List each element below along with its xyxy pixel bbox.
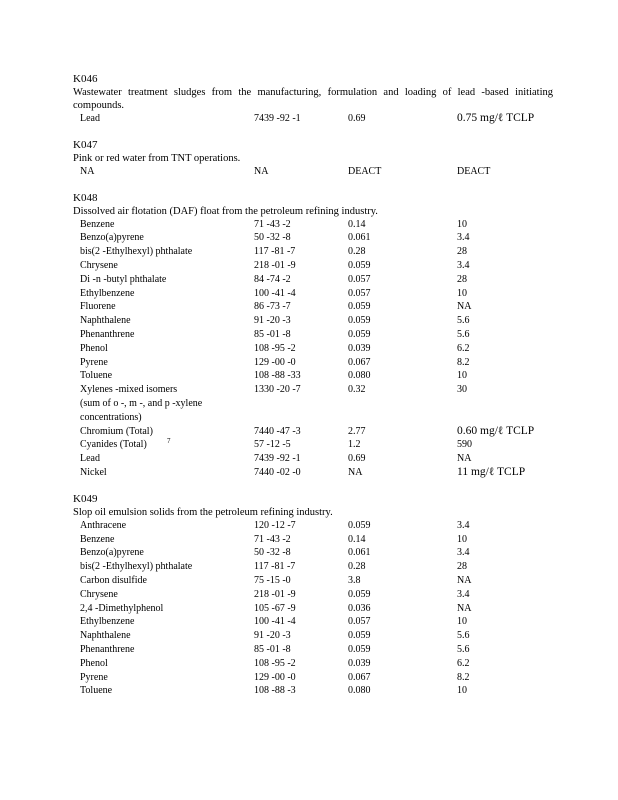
- wastewater-standard: 0.061: [348, 232, 371, 244]
- wastewater-standard: 0.14: [348, 218, 366, 230]
- nonwastewater-standard: 5.6: [457, 315, 470, 327]
- nonwastewater-standard: 10: [457, 685, 467, 697]
- table-row: [73, 165, 553, 179]
- nonwastewater-standard: 5.6: [457, 630, 470, 642]
- cas-number: 50 -32 -8: [254, 232, 291, 244]
- cas-number: 91 -20 -3: [254, 315, 291, 327]
- wastewater-standard: 0.059: [348, 301, 371, 313]
- constituent-name: Phenol: [80, 657, 108, 669]
- table-row: [73, 671, 553, 685]
- wastewater-standard: 0.059: [348, 630, 371, 642]
- table-row: [73, 533, 553, 547]
- constituent-name: Di -n -butyl phthalate: [80, 273, 167, 285]
- wastewater-standard: 0.69: [348, 113, 366, 124]
- table-row: [73, 629, 553, 643]
- table-row: [73, 383, 553, 397]
- constituent-name: Benzo(a)pyrene: [80, 547, 144, 559]
- waste-code: K049: [73, 492, 98, 505]
- wastewater-standard: 0.057: [348, 287, 371, 299]
- constituent-name: Naphthalene: [80, 630, 131, 642]
- table-row: [73, 574, 553, 588]
- cas-number: 85 -01 -8: [254, 328, 291, 340]
- waste-description: Dissolved air flotation (DAF) float from the petroleum refining industry.: [73, 205, 378, 217]
- wastewater-standard: 0.14: [348, 533, 366, 545]
- constituent-name: Xylenes -mixed isomers: [80, 384, 178, 396]
- wastewater-standard: 0.036: [348, 602, 371, 614]
- constituent-name: Pyrene: [80, 356, 108, 368]
- wastewater-standard: 0.28: [348, 561, 366, 573]
- table-row: [73, 643, 553, 657]
- table-row: [73, 411, 553, 425]
- nonwastewater-standard: 5.6: [457, 328, 470, 340]
- nonwastewater-standard: 30: [457, 384, 467, 396]
- nonwastewater-standard: 10: [457, 370, 467, 382]
- cas-number: 7439 -92 -1: [254, 113, 301, 124]
- table-row: [73, 314, 553, 328]
- constituent-name: Anthracene: [80, 519, 127, 531]
- table-row: [73, 328, 553, 342]
- nonwastewater-standard: 6.2: [457, 342, 470, 354]
- wastewater-standard: 0.059: [348, 588, 371, 600]
- nonwastewater-standard: 8.2: [457, 671, 470, 683]
- cas-number: 71 -43 -2: [254, 533, 291, 545]
- cas-number: 105 -67 -9: [254, 602, 296, 614]
- table-row: [73, 560, 553, 574]
- table-row: [73, 356, 553, 370]
- table-row: [73, 452, 553, 466]
- cas-number: 75 -15 -0: [254, 574, 291, 586]
- document-page: [73, 72, 553, 698]
- cas-number: 129 -00 -0: [254, 356, 296, 368]
- cas-number: 218 -01 -9: [254, 588, 296, 600]
- cas-number: 129 -00 -0: [254, 671, 296, 683]
- table-row: [73, 259, 553, 273]
- cas-number: 71 -43 -2: [254, 218, 291, 230]
- waste-description: Wastewater treatment sludges from the manufacturing, formulation and loading of lead -based initiating compounds.: [73, 87, 553, 111]
- wastewater-standard: 0.061: [348, 547, 371, 559]
- constituent-name: Chromium (Total): [80, 425, 153, 437]
- nonwastewater-standard: 0.75 mg/ℓ TCLP: [457, 112, 535, 124]
- table-row: [73, 218, 553, 232]
- constituent-name: Lead: [80, 113, 100, 124]
- nonwastewater-standard: 10: [457, 287, 467, 299]
- nonwastewater-standard: 28: [457, 561, 467, 573]
- wastewater-standard: DEACT: [348, 165, 382, 177]
- table-row: [73, 112, 553, 126]
- cas-number: 84 -74 -2: [254, 273, 291, 285]
- wastewater-standard: 0.28: [348, 246, 366, 258]
- wastewater-standard: 0.080: [348, 685, 371, 697]
- wastewater-standard: 0.080: [348, 370, 371, 382]
- constituent-name: Cyanides (Total): [80, 439, 147, 451]
- wastewater-standard: 0.067: [348, 671, 371, 683]
- cas-number: 218 -01 -9: [254, 259, 296, 271]
- footnote-marker: 7: [167, 437, 171, 446]
- nonwastewater-standard: NA: [457, 301, 472, 313]
- table-row: [73, 615, 553, 629]
- table-row: [73, 245, 553, 259]
- waste-section-k048: [73, 191, 553, 480]
- constituent-name: Ethylbenzene: [80, 287, 135, 299]
- cas-number: 108 -88 -3: [254, 685, 296, 697]
- nonwastewater-standard: 3.4: [457, 259, 470, 271]
- wastewater-standard: NA: [348, 466, 363, 478]
- wastewater-standard: 0.059: [348, 328, 371, 340]
- table-row: [73, 466, 553, 480]
- section-spacer: [73, 126, 553, 138]
- table-row: [73, 300, 553, 314]
- waste-description: Pink or red water from TNT operations.: [73, 152, 241, 164]
- nonwastewater-standard: 10: [457, 533, 467, 545]
- constituent-name: Phenol: [80, 342, 108, 354]
- constituent-name: Pyrene: [80, 671, 108, 683]
- cas-number: 108 -95 -2: [254, 342, 296, 354]
- table-row: [73, 657, 553, 671]
- wastewater-standard: 0.039: [348, 657, 371, 669]
- table-row: [73, 438, 553, 452]
- constituent-name: Chrysene: [80, 259, 118, 271]
- nonwastewater-standard: 3.4: [457, 547, 470, 559]
- table-row: [73, 342, 553, 356]
- cas-number: 91 -20 -3: [254, 630, 291, 642]
- constituent-name: Benzene: [80, 533, 115, 545]
- wastewater-standard: 0.039: [348, 342, 371, 354]
- constituent-name: Lead: [80, 453, 100, 465]
- table-row: [73, 369, 553, 383]
- table-row: [73, 588, 553, 602]
- nonwastewater-standard: NA: [457, 574, 472, 586]
- nonwastewater-standard: DEACT: [457, 165, 491, 177]
- constituent-name: Fluorene: [80, 301, 116, 313]
- wastewater-standard: 0.69: [348, 453, 366, 465]
- wastewater-standard: 0.059: [348, 643, 371, 655]
- constituent-name: bis(2 -Ethylhexyl) phthalate: [80, 246, 193, 258]
- constituent-name: Chrysene: [80, 588, 118, 600]
- constituent-name: Ethylbenzene: [80, 616, 135, 628]
- constituent-name: Phenanthrene: [80, 328, 135, 340]
- nonwastewater-standard: 10: [457, 616, 467, 628]
- nonwastewater-standard: 3.4: [457, 232, 470, 244]
- constituent-name: Nickel: [80, 466, 107, 478]
- table-row: [73, 231, 553, 245]
- nonwastewater-standard: 8.2: [457, 356, 470, 368]
- cas-number: 117 -81 -7: [254, 561, 296, 573]
- wastewater-standard: 1.2: [348, 439, 361, 451]
- waste-section-k049: [73, 492, 553, 698]
- cas-number: 108 -88 -33: [254, 370, 301, 382]
- wastewater-standard: 2.77: [348, 425, 366, 437]
- wastewater-standard: 3.8: [348, 574, 361, 586]
- constituent-name: Benzo(a)pyrene: [80, 232, 144, 244]
- cas-number: 7440 -47 -3: [254, 425, 301, 437]
- cas-number: 117 -81 -7: [254, 246, 296, 258]
- nonwastewater-standard: 590: [457, 439, 472, 451]
- constituent-name: 2,4 -Dimethylphenol: [80, 602, 164, 614]
- wastewater-standard: 0.057: [348, 273, 371, 285]
- cas-number: 100 -41 -4: [254, 616, 296, 628]
- nonwastewater-standard: NA: [457, 453, 472, 465]
- wastewater-standard: 0.059: [348, 519, 371, 531]
- constituent-name: (sum of o -, m -, and p -xylene: [80, 397, 203, 409]
- table-row: [73, 425, 553, 439]
- cas-number: 86 -73 -7: [254, 301, 291, 313]
- wastewater-standard: 0.067: [348, 356, 371, 368]
- wastewater-standard: 0.059: [348, 315, 371, 327]
- constituent-name: NA: [80, 165, 95, 177]
- waste-code: K046: [73, 73, 98, 85]
- wastewater-standard: 0.059: [348, 259, 371, 271]
- table-row: [73, 684, 553, 698]
- nonwastewater-standard: 6.2: [457, 657, 470, 669]
- section-spacer: [73, 179, 553, 191]
- constituent-name: concentrations): [80, 411, 142, 423]
- constituent-name: Phenanthrene: [80, 643, 135, 655]
- constituent-name: Toluene: [80, 370, 113, 382]
- table-row: [73, 546, 553, 560]
- nonwastewater-standard: 3.4: [457, 588, 470, 600]
- constituent-name: Carbon disulfide: [80, 574, 147, 586]
- table-row: [73, 397, 553, 411]
- wastewater-standard: 0.32: [348, 384, 366, 396]
- nonwastewater-standard: 28: [457, 246, 467, 258]
- constituent-name: bis(2 -Ethylhexyl) phthalate: [80, 561, 193, 573]
- nonwastewater-standard: NA: [457, 602, 472, 614]
- cas-number: 57 -12 -5: [254, 439, 291, 451]
- cas-number: 7440 -02 -0: [254, 466, 301, 478]
- cas-number: 1330 -20 -7: [254, 384, 301, 396]
- waste-section-k046: [73, 72, 553, 126]
- constituent-name: Benzene: [80, 218, 115, 230]
- table-row: [73, 273, 553, 287]
- cas-number: 7439 -92 -1: [254, 453, 301, 465]
- nonwastewater-standard: 28: [457, 273, 467, 285]
- waste-description: Slop oil emulsion solids from the petroleum refining industry.: [73, 506, 333, 518]
- table-row: [73, 602, 553, 616]
- nonwastewater-standard: 3.4: [457, 519, 470, 531]
- nonwastewater-standard: 0.60 mg/ℓ TCLP: [457, 424, 535, 437]
- waste-code: K047: [73, 138, 98, 151]
- cas-number: 50 -32 -8: [254, 547, 291, 559]
- cas-number: 120 -12 -7: [254, 519, 296, 531]
- constituent-name: Naphthalene: [80, 315, 131, 327]
- table-row: [73, 519, 553, 533]
- constituent-name: Toluene: [80, 685, 113, 697]
- cas-number: 100 -41 -4: [254, 287, 296, 299]
- waste-code: K048: [73, 191, 98, 204]
- waste-section-k047: [73, 138, 553, 179]
- cas-number: 108 -95 -2: [254, 657, 296, 669]
- cas-number: NA: [254, 165, 269, 177]
- table-row: [73, 287, 553, 301]
- nonwastewater-standard: 10: [457, 218, 467, 230]
- cas-number: 85 -01 -8: [254, 643, 291, 655]
- nonwastewater-standard: 5.6: [457, 643, 470, 655]
- wastewater-standard: 0.057: [348, 616, 371, 628]
- nonwastewater-standard: 11 mg/ℓ TCLP: [457, 465, 526, 478]
- section-spacer: [73, 480, 553, 492]
